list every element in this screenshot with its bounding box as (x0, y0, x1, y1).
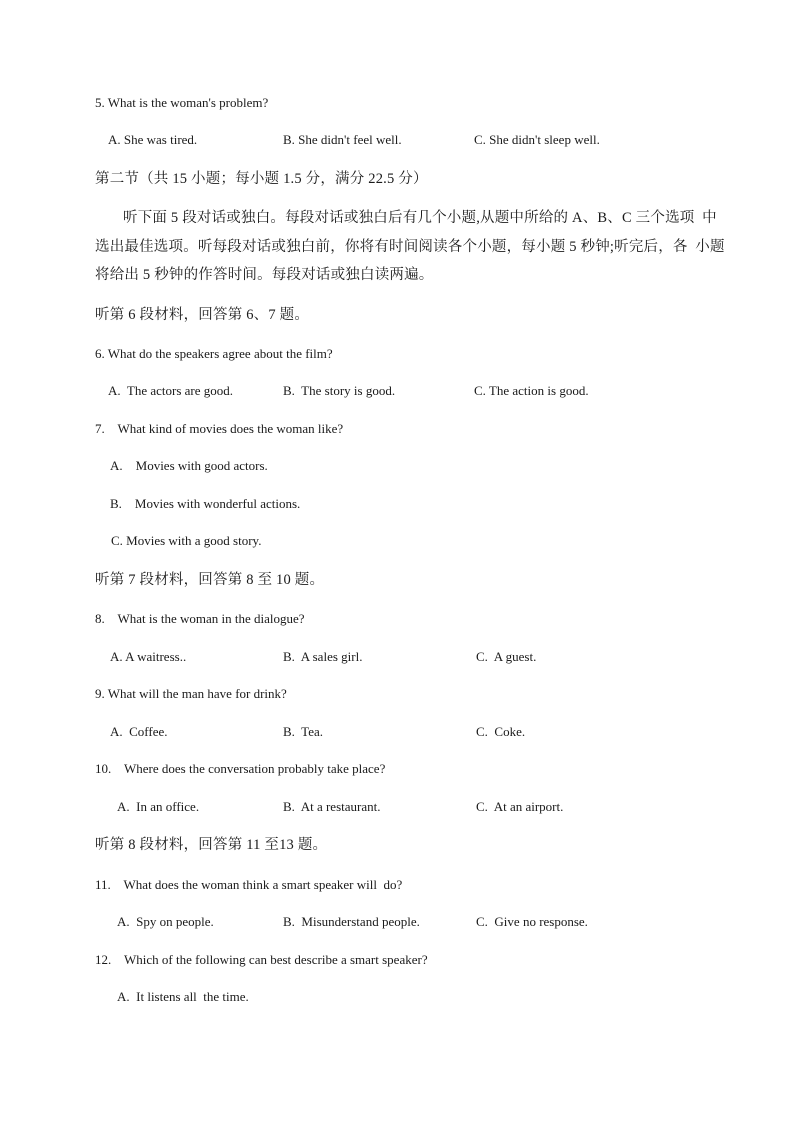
q10-options (0, 798, 794, 816)
q9-option-b: B. Tea. (283, 724, 324, 739)
q5-stem: 5. What is the woman's problem? (95, 95, 269, 110)
q7-stem: 7. What kind of movies does the woman like? (95, 421, 344, 436)
q11-stem: 11. What does the woman think a smart speaker will do? (95, 877, 403, 892)
section2-instruction-line-2: 选出最佳选项。听每段对话或独白前，你将有时间阅读各个小题，每小题 5 秒钟;听完后，各 小题 (95, 239, 725, 255)
q5-option-b: B. She didn't feel well. (283, 132, 402, 147)
q11-option-a: A. Spy on people. (117, 914, 214, 929)
q12-stem: 12. Which of the following can best describe a smart speaker? (95, 952, 428, 967)
q5-option-a: A. She was tired. (108, 132, 198, 147)
section2-heading: 第二节（共 15 小题；每小题 1.5 分，满分 22.5 分） (95, 171, 428, 187)
q7-option-c: C. Movies with a good story. (111, 533, 262, 548)
q9-stem: 9. What will the man have for drink? (95, 686, 287, 701)
q10-stem: 10. Where does the conversation probably take place? (95, 761, 386, 776)
q6-option-c: C. The action is good. (474, 383, 589, 398)
q12-option-a: A. It listens all the time. (117, 989, 249, 1004)
material-8-heading: 听第 8 段材料，回答第 11 至13 题。 (95, 837, 328, 853)
material-6-heading: 听第 6 段材料，回答第 6、7 题。 (95, 307, 310, 323)
q11-option-b: B. Misunderstand people. (283, 914, 420, 929)
q6-option-b: B. The story is good. (283, 383, 396, 398)
q8-stem: 8. What is the woman in the dialogue? (95, 611, 305, 626)
q8-option-a: A. A waitress.. (110, 649, 187, 664)
q9-option-a: A. Coffee. (110, 724, 168, 739)
q10-option-c: C. At an airport. (476, 799, 564, 814)
q9-option-c: C. Coke. (476, 724, 526, 739)
q6-option-a: A. The actors are good. (108, 383, 234, 398)
section2-instruction-line-1: 听下面 5 段对话或独白。每段对话或独白后有几个小题,从题中所给的 A、B、C 三个选项 中 (123, 210, 717, 226)
q7-option-b: B. Movies with wonderful actions. (110, 496, 301, 511)
q5-options (0, 131, 794, 149)
q6-stem: 6. What do the speakers agree about the film? (95, 346, 333, 361)
q8-option-c: C. A guest. (476, 649, 537, 664)
q10-option-a: A. In an office. (117, 799, 200, 814)
section2-instruction-line-3: 将给出 5 秒钟的作答时间。每段对话或独白读两遍。 (95, 267, 434, 283)
q9-options (0, 723, 794, 741)
q7-option-a: A. Movies with good actors. (110, 458, 268, 473)
material-7-heading: 听第 7 段材料，回答第 8 至 10 题。 (95, 572, 325, 588)
q8-option-b: B. A sales girl. (283, 649, 363, 664)
q11-option-c: C. Give no response. (476, 914, 588, 929)
q11-options (0, 913, 794, 931)
q6-options (0, 382, 794, 400)
q8-options (0, 648, 794, 666)
q10-option-b: B. At a restaurant. (283, 799, 381, 814)
q5-option-c: C. She didn't sleep well. (474, 132, 600, 147)
